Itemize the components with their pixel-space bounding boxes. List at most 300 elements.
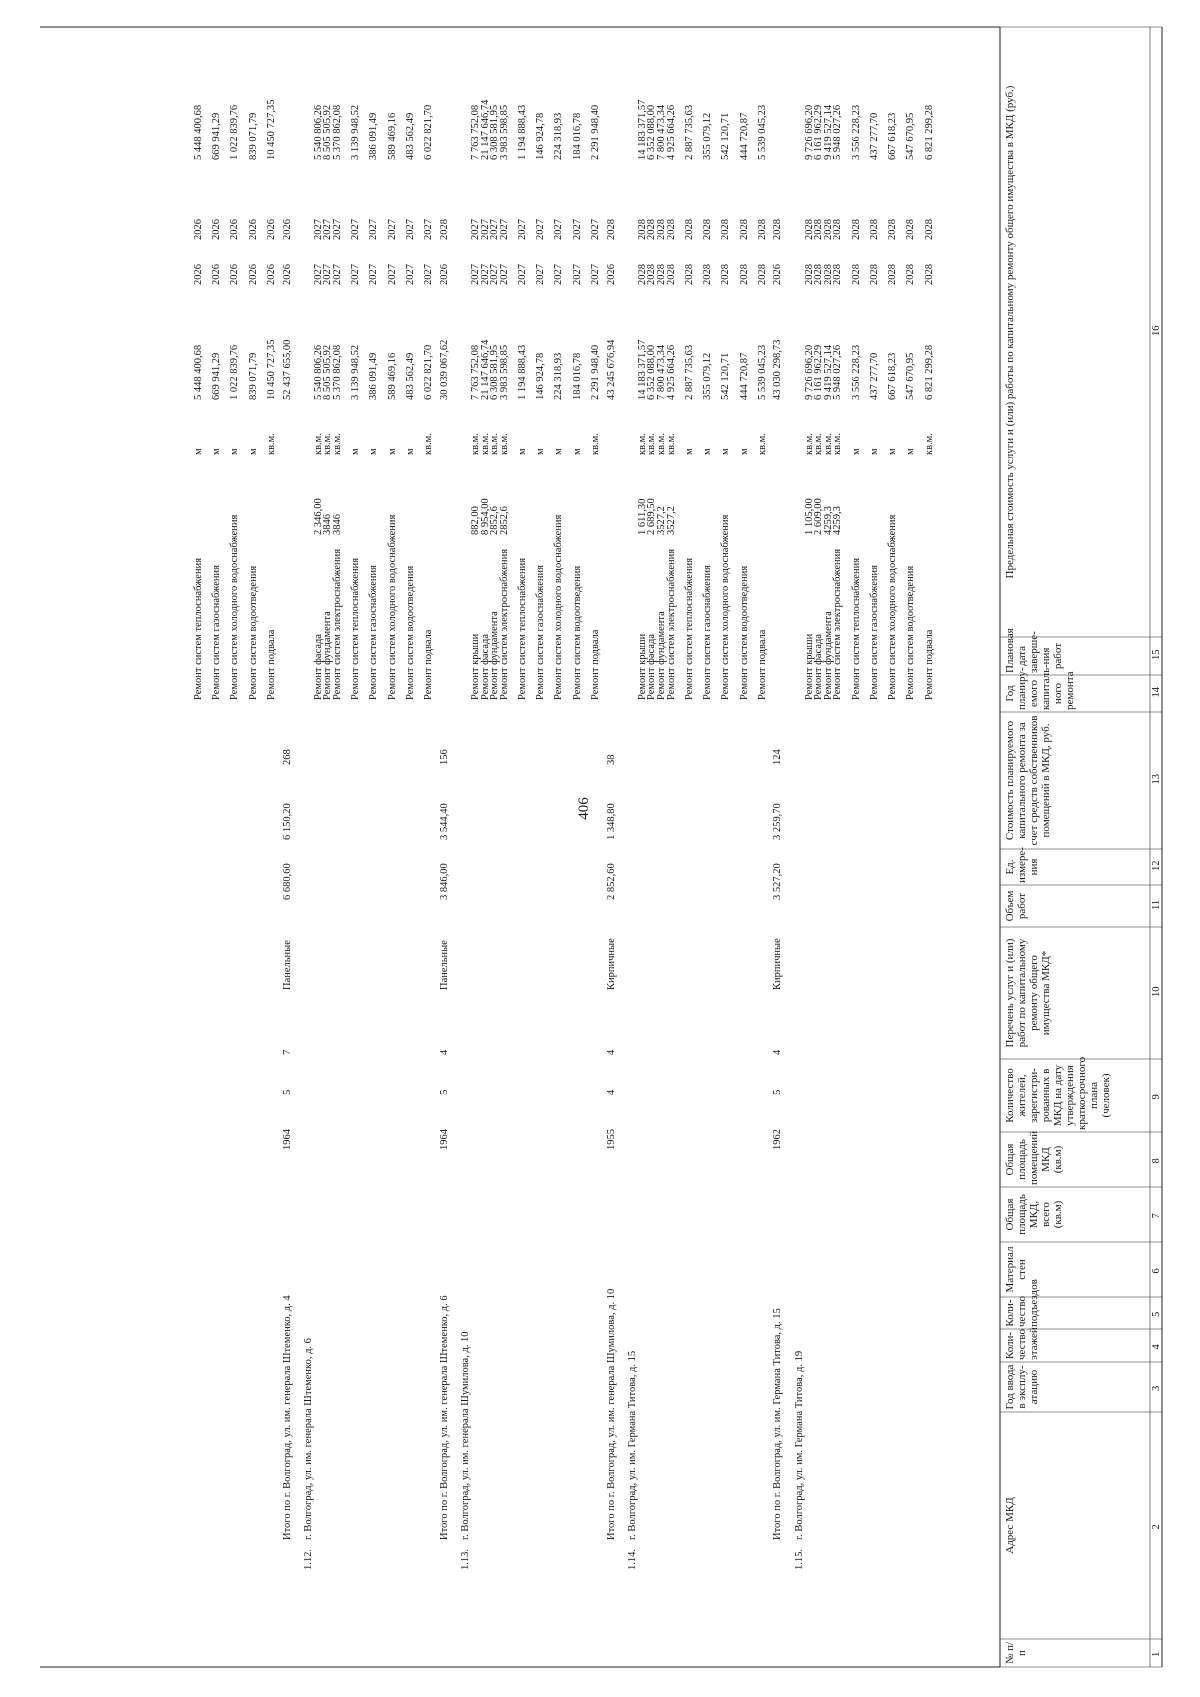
cell-year: 2028: [646, 264, 658, 285]
cell-date: 2027: [386, 219, 398, 240]
cell-cost: 14 183 371,57: [636, 339, 648, 400]
cell-limit: 5 448 400,68: [193, 104, 204, 160]
cell-work: Ремонт подвала: [756, 629, 768, 700]
cell-year: 2028: [813, 264, 825, 285]
cell-work: Ремонт систем водоотведения: [404, 565, 416, 700]
cell-unit: кв.м.: [489, 433, 501, 455]
cell-year: 2027: [350, 264, 362, 285]
cell-vol: 3846: [331, 514, 343, 535]
cell-vol: 3527,2: [665, 506, 677, 535]
cell-limit: 7 763 752,08: [469, 104, 481, 160]
cell-addr: г. Волгоград, ул. им. Германа Титова, д. 19: [793, 1350, 805, 1540]
cell-date: 2028: [605, 219, 617, 240]
cell-cost: 224 318,93: [553, 352, 565, 400]
cell-year: 2026: [211, 264, 223, 285]
cell-limit: 6 352 088,00: [646, 104, 658, 160]
cell-unit: м: [702, 448, 714, 455]
column-number-7: 7: [1151, 1213, 1162, 1219]
cell-date: 2027: [331, 219, 343, 240]
cell-work: Ремонт подвала: [423, 629, 435, 700]
cell-cost: 6 308 581,95: [489, 344, 501, 400]
cell-cost: 437 277,70: [868, 352, 880, 400]
column-number-11: 11: [1151, 899, 1162, 910]
cell-entr: 7: [281, 1049, 293, 1055]
column-number-10: 10: [1151, 986, 1162, 997]
cell-year: 2028: [923, 264, 935, 285]
cell-year: 2026: [281, 264, 293, 285]
cell-limit: 184 016,78: [571, 112, 583, 160]
cell-year: 2028: [738, 264, 750, 285]
cell-unit: кв.м.: [589, 433, 601, 455]
cell-addr: Итого по г. Волгоград, ул. им. генерала Штеменко, д. 4: [281, 1295, 293, 1540]
cell-unit: м: [571, 448, 583, 455]
cell-date: 2027: [404, 219, 416, 240]
cell-floors: 5: [281, 1089, 293, 1095]
cell-year: 2026: [265, 264, 277, 285]
cell-unit: кв.м.: [636, 433, 648, 455]
cell-year: 2026: [605, 264, 617, 285]
cell-unit: м: [211, 448, 223, 455]
cell-cost: 6 352 088,00: [646, 344, 658, 400]
cell-year: 2028: [655, 264, 667, 285]
cell-work: Ремонт систем газоснабжения: [211, 565, 223, 700]
cell-cost: 5 370 862,08: [331, 344, 343, 400]
cell-unit: кв.м.: [322, 433, 334, 455]
cell-year: 2028: [868, 264, 880, 285]
cell-limit: 5 539 045,23: [756, 104, 768, 160]
cell-year: 2026: [193, 264, 204, 285]
cell-unit: м: [683, 448, 695, 455]
cell-num: 1.15.: [793, 1549, 805, 1570]
cell-year: 2027: [489, 264, 501, 285]
column-header-7: Общая площадь МКД, всего (кв.м): [1004, 1194, 1064, 1235]
cell-year: 2028: [887, 264, 899, 285]
cell-year: 2028: [683, 264, 695, 285]
cell-work: Ремонт систем водоотведения: [905, 565, 917, 700]
cell-built: 1962: [772, 1129, 784, 1150]
column-number-8: 8: [1151, 1158, 1162, 1164]
cell-unit: кв.м.: [423, 433, 435, 455]
cell-addr: г. Волгоград, ул. им. генерала Шумилова, д. 10: [460, 1331, 472, 1540]
column-header-1: № п/п: [1004, 1641, 1028, 1665]
cell-vol: 2 689,50: [646, 498, 658, 535]
cell-cost: 3 556 228,23: [850, 344, 862, 400]
column-number-5: 5: [1151, 1311, 1162, 1317]
cell-addr: Итого по г. Волгоград, ул. им. Германа Титова, д. 15: [772, 1308, 784, 1540]
cell-date: 2026: [247, 219, 259, 240]
cell-work: Ремонт фасада: [312, 633, 324, 700]
cell-unit: кв.м.: [312, 433, 324, 455]
cell-year: 2026: [438, 264, 450, 285]
column-header-14: Год планиру-емого капиталь-ного ремонта: [1004, 664, 1076, 710]
cell-work: Ремонт фундамента: [655, 611, 667, 700]
cell-limit: 3 556 228,23: [850, 104, 862, 160]
column-header-6: Материал стен: [1004, 1246, 1028, 1293]
cell-date: 2027: [368, 219, 380, 240]
cell-date: 2028: [702, 219, 714, 240]
cell-work: Ремонт подвала: [923, 629, 935, 700]
cell-date: 2027: [498, 219, 510, 240]
cell-date: 2026: [229, 219, 241, 240]
cell-date: 2028: [832, 219, 844, 240]
cell-year: 2026: [772, 264, 784, 285]
cell-cost: 184 016,78: [571, 352, 583, 400]
cell-work: Ремонт фундамента: [489, 611, 501, 700]
cell-entr: 4: [605, 1049, 617, 1055]
cell-limit: 2 887 735,63: [683, 104, 695, 160]
cell-year: 2027: [589, 264, 601, 285]
cell-work: Ремонт систем холодного водоснабжения: [720, 514, 732, 700]
column-number-16: 16: [1151, 325, 1162, 336]
cell-unit: кв.м.: [469, 433, 481, 455]
cell-unit: м: [720, 448, 732, 455]
cell-year: 2027: [571, 264, 583, 285]
column-number-3: 3: [1151, 1385, 1162, 1391]
cell-num: 1.14.: [627, 1549, 639, 1570]
cell-entr: 4: [438, 1049, 450, 1055]
cell-parea: 1 348,80: [605, 803, 617, 840]
cell-work: Ремонт систем газоснабжения: [535, 565, 547, 700]
cell-work: Ремонт систем теплоснабжения: [850, 557, 862, 700]
cell-limit: 1 194 888,43: [517, 104, 528, 160]
cell-year: 2028: [665, 264, 677, 285]
cell-work: Ремонт систем теплоснабжения: [350, 557, 362, 700]
cell-cost: 8 505 505,92: [322, 344, 334, 400]
cell-date: 2027: [489, 219, 501, 240]
cell-date: 2026: [265, 219, 277, 240]
cell-date: 2028: [636, 219, 648, 240]
cell-limit: 483 562,49: [404, 112, 416, 160]
cell-limit: 10 450 727,35: [265, 99, 277, 160]
cell-limit: 6 821 299,28: [923, 104, 935, 160]
cell-date: 2027: [553, 219, 565, 240]
cell-limit: 386 091,49: [368, 112, 380, 160]
cell-date: 2027: [423, 219, 435, 240]
cell-work: Ремонт систем теплоснабжения: [683, 557, 695, 700]
cell-material: Кирпичные: [772, 938, 784, 990]
column-number-14: 14: [1151, 687, 1162, 698]
cell-limit: 5 948 027,26: [832, 104, 844, 160]
cell-limit: 3 139 948,52: [350, 104, 362, 160]
cell-limit: 547 670,95: [905, 112, 917, 160]
cell-area: 2 852,60: [605, 863, 617, 900]
cell-date: 2028: [738, 219, 750, 240]
cell-unit: кв.м.: [331, 433, 343, 455]
cell-date: 2028: [665, 219, 677, 240]
cell-cost: 5 540 806,26: [312, 344, 324, 400]
cell-unit: кв.м.: [498, 433, 510, 455]
cell-vol: 8 954,00: [479, 498, 491, 535]
cell-vol: 882,00: [469, 506, 481, 535]
cell-unit: кв.м.: [832, 433, 844, 455]
cell-residents: 38: [605, 754, 617, 765]
cell-year: 2027: [553, 264, 565, 285]
cell-residents: 124: [772, 749, 784, 765]
cell-cost: 1 194 888,43: [517, 344, 528, 400]
cell-limit: 9 726 696,20: [803, 104, 815, 160]
cell-unit: м: [404, 448, 416, 455]
cell-limit: 437 277,70: [868, 112, 880, 160]
cell-date: 2026: [211, 219, 223, 240]
cell-unit: кв.м.: [265, 433, 277, 455]
column-number-9: 9: [1151, 1094, 1162, 1100]
cell-material: Панельные: [438, 940, 450, 990]
cell-addr: г. Волгоград, ул. им. генерала Штеменко, д. 6: [303, 1338, 315, 1540]
cell-residents: 156: [438, 749, 450, 765]
cell-cost: 43 030 298,73: [772, 339, 784, 400]
cell-entr: 4: [772, 1049, 784, 1055]
cell-built: 1964: [281, 1129, 293, 1150]
cell-date: 2026: [193, 219, 204, 240]
cell-year: 2027: [368, 264, 380, 285]
cell-unit: кв.м.: [813, 433, 825, 455]
cell-work: Ремонт систем холодного водоснабжения: [553, 514, 565, 700]
column-header-9: Количество жителей, зарегистри-рованных в МКД на дату утверждения краткосрочного плана (человек): [1004, 1056, 1112, 1130]
cell-area: 3 527,20: [772, 863, 784, 900]
cell-unit: кв.м.: [822, 433, 834, 455]
cell-work: Ремонт систем холодного водоснабжения: [887, 514, 899, 700]
cell-year: 2026: [247, 264, 259, 285]
cell-area: 3 846,00: [438, 863, 450, 900]
cell-cost: 547 670,95: [905, 352, 917, 400]
cell-material: Панельные: [281, 940, 293, 990]
cell-cost: 444 720,87: [738, 352, 750, 400]
cell-unit: м: [887, 448, 899, 455]
cell-year: 2027: [404, 264, 416, 285]
column-header-12: Ед. измере-ния: [1004, 847, 1040, 883]
cell-cost: 6 022 821,70: [423, 344, 435, 400]
cell-unit: м: [247, 448, 259, 455]
column-number-15: 15: [1151, 649, 1162, 660]
cell-date: 2027: [469, 219, 481, 240]
cell-work: Ремонт систем электроснабжения: [832, 548, 844, 700]
cell-work: Ремонт подвала: [265, 629, 277, 700]
cell-date: 2027: [350, 219, 362, 240]
cell-cost: 589 469,16: [386, 352, 398, 400]
cell-cost: 1 022 839,76: [229, 344, 241, 400]
cell-parea: 6 150,20: [281, 803, 293, 840]
cell-work: Ремонт систем холодного водоснабжения: [229, 514, 241, 700]
cell-addr: г. Волгоград, ул. им. Германа Титова, д. 15: [627, 1350, 639, 1540]
cell-year: 2028: [636, 264, 648, 285]
cell-unit: м: [350, 448, 362, 455]
cell-cost: 2 887 735,63: [683, 344, 695, 400]
column-header-8: Общая площадь помещений МКД (кв.м): [1004, 1130, 1064, 1185]
cell-limit: 6 022 821,70: [423, 104, 435, 160]
cell-limit: 444 720,87: [738, 112, 750, 160]
column-header-11: Объем работ: [1004, 890, 1028, 922]
cell-year: 2028: [756, 264, 768, 285]
cell-date: 2028: [756, 219, 768, 240]
column-header-5: Коли-чество подъездов: [1004, 1279, 1040, 1327]
cell-cost: 21 147 646,74: [479, 339, 491, 400]
cell-year: 2028: [803, 264, 815, 285]
cell-limit: 667 618,23: [887, 112, 899, 160]
cell-cost: 7 800 473,34: [655, 344, 667, 400]
cell-limit: 8 505 505,92: [322, 104, 334, 160]
column-number-13: 13: [1151, 774, 1162, 785]
cell-cost: 52 437 655,00: [281, 339, 293, 400]
cell-cost: 9 726 696,20: [803, 344, 815, 400]
cell-limit: 5 370 862,08: [331, 104, 343, 160]
cell-year: 2027: [535, 264, 547, 285]
cell-date: 2028: [887, 219, 899, 240]
cell-year: 2027: [423, 264, 435, 285]
cell-year: 2027: [517, 264, 528, 285]
cell-floors: 5: [772, 1089, 784, 1095]
cell-work: Ремонт систем водоотведения: [247, 565, 259, 700]
cell-date: 2028: [868, 219, 880, 240]
cell-date: 2027: [312, 219, 324, 240]
cell-limit: 5 540 806,26: [312, 104, 324, 160]
cell-vol: 3527,2: [655, 506, 667, 535]
cell-cost: 355 079,12: [702, 352, 714, 400]
cell-num: 1.13.: [460, 1549, 472, 1570]
cell-unit: м: [229, 448, 241, 455]
cell-limit: 7 800 473,34: [655, 104, 667, 160]
cell-limit: 224 318,93: [553, 112, 565, 160]
cell-limit: 6 161 962,29: [813, 104, 825, 160]
cell-work: Ремонт крыши: [636, 633, 648, 700]
cell-date: 2027: [589, 219, 601, 240]
column-number-6: 6: [1151, 1268, 1162, 1274]
column-header-3: Год ввода в эксплу-атацию: [1004, 1364, 1040, 1410]
cell-cost: 4 925 664,26: [665, 344, 677, 400]
cell-work: Ремонт подвала: [589, 629, 601, 700]
cell-cost: 146 924,78: [535, 352, 547, 400]
cell-work: Ремонт систем холодного водоснабжения: [386, 514, 398, 700]
cell-unit: кв.м.: [665, 433, 677, 455]
cell-floors: 4: [605, 1089, 617, 1095]
cell-vol: 3846: [322, 514, 334, 535]
cell-built: 1964: [438, 1129, 450, 1150]
cell-unit: м: [868, 448, 880, 455]
cell-date: 2028: [822, 219, 834, 240]
cell-cost: 5 948 027,26: [832, 344, 844, 400]
cell-unit: м: [850, 448, 862, 455]
cell-date: 2026: [281, 219, 293, 240]
cell-cost: 542 120,71: [720, 352, 732, 400]
cell-date: 2028: [438, 219, 450, 240]
cell-year: 2027: [498, 264, 510, 285]
cell-year: 2027: [312, 264, 324, 285]
cell-work: Ремонт систем газоснабжения: [702, 565, 714, 700]
cell-limit: 542 120,71: [720, 112, 732, 160]
cell-addr: Итого по г. Волгоград, ул. им. генерала Шумилова, д. 10: [605, 1288, 617, 1540]
cell-year: 2028: [822, 264, 834, 285]
cell-vol: 2852,6: [498, 506, 510, 535]
cell-date: 2027: [517, 219, 528, 240]
cell-cost: 5 448 400,68: [193, 344, 204, 400]
column-header-13: Стоимость планируемого капитального ремонта за счет средств собственников помещений в МКД, руб.: [1004, 715, 1052, 846]
cell-unit: м: [193, 448, 204, 455]
cell-cost: 30 039 067,62: [438, 339, 450, 400]
cell-cost: 43 245 676,94: [605, 339, 617, 400]
cell-area: 6 680,60: [281, 863, 293, 900]
cell-unit: м: [368, 448, 380, 455]
cell-year: 2027: [469, 264, 481, 285]
cell-num: 1.12.: [303, 1549, 315, 1570]
cell-parea: 3 259,70: [772, 803, 784, 840]
cell-date: 2028: [646, 219, 658, 240]
cell-year: 2027: [331, 264, 343, 285]
cell-work: Ремонт фундамента: [322, 611, 334, 700]
cell-cost: 839 071,79: [247, 352, 259, 400]
cell-year: 2028: [720, 264, 732, 285]
cell-work: Ремонт фундамента: [822, 611, 834, 700]
cell-limit: 14 183 371,57: [636, 99, 648, 160]
cell-work: Ремонт систем теплоснабжения: [193, 557, 204, 700]
cell-year: 2027: [386, 264, 398, 285]
cell-vol: 4259,3: [822, 506, 834, 535]
cell-unit: м: [738, 448, 750, 455]
cell-date: 2028: [850, 219, 862, 240]
cell-year: 2028: [905, 264, 917, 285]
cell-date: 2028: [923, 219, 935, 240]
cell-date: 2028: [655, 219, 667, 240]
cell-date: 2028: [720, 219, 732, 240]
cell-work: Ремонт систем электроснабжения: [665, 548, 677, 700]
column-header-10: Перечень услуг и (или) работ по капитальному ремонту общего имущества МКД*: [1004, 938, 1052, 1048]
column-header-15: Плановая дата заверше-ния работ: [1004, 628, 1064, 673]
cell-unit: м: [535, 448, 547, 455]
column-header-2: Адрес МКД: [1004, 1497, 1016, 1554]
cell-date: 2027: [571, 219, 583, 240]
column-number-2: 2: [1151, 1524, 1162, 1530]
cell-vol: 4259,3: [832, 506, 844, 535]
cell-limit: 669 941,29: [211, 112, 223, 160]
cell-built: 1955: [605, 1129, 617, 1150]
cell-work: Ремонт фасада: [646, 633, 658, 700]
cell-cost: 2 291 948,40: [589, 344, 601, 400]
cell-work: Ремонт фасада: [479, 633, 491, 700]
cell-year: 2027: [322, 264, 334, 285]
page-number: 406: [575, 797, 592, 820]
cell-cost: 667 618,23: [887, 352, 899, 400]
cell-parea: 3 544,40: [438, 803, 450, 840]
cell-unit: кв.м.: [756, 433, 768, 455]
cell-work: Ремонт систем водоотведения: [571, 565, 583, 700]
cell-work: Ремонт систем газоснабжения: [868, 565, 880, 700]
cell-date: 2028: [803, 219, 815, 240]
cell-cost: 10 450 727,35: [265, 339, 277, 400]
cell-floors: 5: [438, 1089, 450, 1095]
cell-limit: 2 291 948,40: [589, 104, 601, 160]
cell-material: Кирпичные: [605, 938, 617, 990]
cell-work: Ремонт систем водоотведения: [738, 565, 750, 700]
cell-limit: 355 079,12: [702, 112, 714, 160]
cell-work: Ремонт систем электроснабжения: [498, 548, 510, 700]
cell-limit: 839 071,79: [247, 112, 259, 160]
cell-date: 2028: [772, 219, 784, 240]
cell-unit: кв.м.: [479, 433, 491, 455]
column-number-1: 1: [1151, 1651, 1162, 1657]
cell-vol: 2 609,00: [813, 498, 825, 535]
cell-cost: 6 161 962,29: [813, 344, 825, 400]
cell-cost: 3 983 598,85: [498, 344, 510, 400]
cell-unit: кв.м.: [923, 433, 935, 455]
cell-unit: м: [905, 448, 917, 455]
cell-cost: 386 091,49: [368, 352, 380, 400]
cell-vol: 2 346,00: [312, 498, 324, 535]
cell-unit: м: [553, 448, 565, 455]
cell-year: 2028: [850, 264, 862, 285]
cell-unit: м: [386, 448, 398, 455]
cell-limit: 4 925 664,26: [665, 104, 677, 160]
cell-year: 2028: [832, 264, 844, 285]
cell-date: 2027: [322, 219, 334, 240]
cell-cost: 5 539 045,23: [756, 344, 768, 400]
